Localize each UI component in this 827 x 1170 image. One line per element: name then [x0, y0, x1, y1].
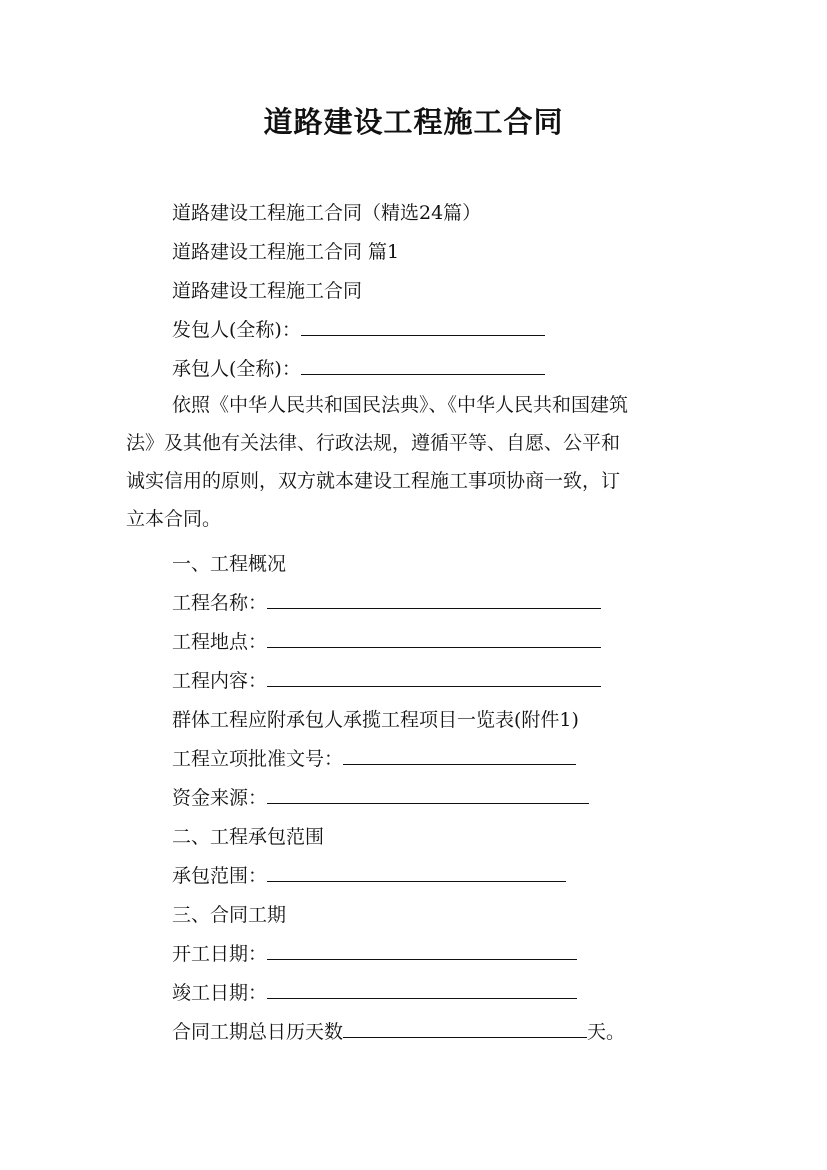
approval-no-line: [172, 744, 576, 771]
start-date-line: [172, 939, 577, 966]
project-name-blank[interactable]: [267, 590, 601, 609]
project-content-blank[interactable]: [267, 668, 601, 687]
completion-date-blank[interactable]: [267, 980, 577, 999]
preamble-line: 依照《中华人民共和国民法典》、《中华人民共和国建筑: [172, 394, 629, 416]
total-days-label: 合同工期总日历天数: [172, 1021, 344, 1043]
document-title: 道路建设工程施工合同: [263, 105, 564, 139]
employer-label: 发包人(全称)：: [172, 319, 301, 341]
group-project-note: 群体工程应附承包人承揽工程项目一览表(附件1): [172, 709, 579, 731]
section-heading: 三、合同工期: [172, 904, 287, 926]
start-date-blank[interactable]: [267, 941, 577, 960]
project-location-blank[interactable]: [267, 629, 601, 648]
employer-line: [172, 315, 545, 342]
project-content-label: 工程内容：: [172, 670, 268, 692]
project-name-line: [172, 588, 601, 615]
contractor-label: 承包人(全称)：: [172, 358, 301, 380]
contractor-line: [172, 354, 545, 381]
part-heading: 道路建设工程施工合同 篇1: [172, 241, 400, 263]
preamble-line: 立本合同。: [126, 508, 222, 530]
total-days-line: [172, 1017, 625, 1044]
project-location-line: [172, 627, 601, 654]
fund-source-blank[interactable]: [267, 785, 589, 804]
total-days-suffix: 天。: [587, 1021, 626, 1043]
preamble-line: 诚实信用的原则，双方就本建设工程施工事项协商一致，订: [126, 470, 621, 492]
preamble-line: 法》及其他有关法律、行政法规，遵循平等、自愿、公平和: [126, 432, 621, 454]
subtitle: 道路建设工程施工合同（精选24篇）: [172, 202, 482, 224]
employer-blank[interactable]: [301, 317, 545, 336]
scope-line: [172, 861, 566, 888]
project-name-label: 工程名称：: [172, 592, 268, 614]
start-date-label: 开工日期：: [172, 943, 268, 965]
contractor-blank[interactable]: [301, 356, 545, 375]
total-days-blank[interactable]: [343, 1019, 587, 1038]
project-location-label: 工程地点：: [172, 631, 268, 653]
approval-no-blank[interactable]: [343, 746, 576, 765]
fund-source-label: 资金来源：: [172, 787, 268, 809]
scope-blank[interactable]: [267, 863, 566, 882]
preamble-paragraph: [126, 386, 706, 538]
fund-source-line: [172, 783, 589, 810]
contract-name: 道路建设工程施工合同: [172, 280, 363, 302]
section-heading: 一、工程概况: [172, 553, 287, 575]
section-heading: 二、工程承包范围: [172, 826, 325, 848]
approval-no-label: 工程立项批准文号：: [172, 748, 344, 770]
completion-date-line: [172, 978, 577, 1005]
scope-label: 承包范围：: [172, 865, 268, 887]
project-content-line: [172, 666, 601, 693]
completion-date-label: 竣工日期：: [172, 982, 268, 1004]
